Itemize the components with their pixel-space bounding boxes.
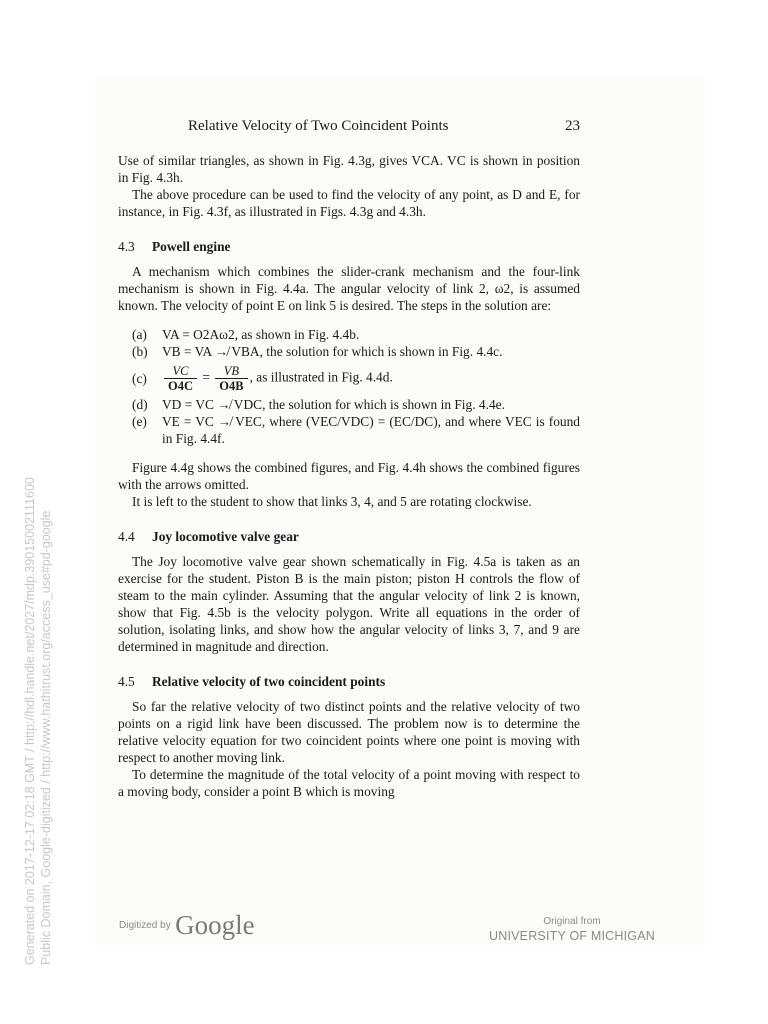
- step-a: [118, 326, 580, 343]
- step-d: [118, 396, 580, 413]
- section-title: Joy locomotive valve gear: [152, 529, 299, 544]
- digitized-by-label: Digitized by: [119, 920, 171, 931]
- section-number: 4.3: [118, 239, 135, 254]
- page-text: [118, 118, 580, 800]
- step-e: [118, 413, 580, 447]
- step-label: (e): [132, 414, 147, 429]
- section-heading-4-4: [118, 528, 580, 545]
- step-label: (a): [132, 327, 147, 342]
- section-title: Powell engine: [152, 239, 231, 254]
- digitized-by-google: [119, 910, 255, 941]
- step-text: VB = VA ↛ VBA, the solution for which is shown in Fig. 4.4c.: [162, 344, 503, 359]
- hathitrust-watermark: [22, 385, 54, 965]
- google-logo: Google: [175, 910, 255, 940]
- coincident-paragraph-2: To determine the magnitude of the total velocity of a point moving with respect to a moving body, consider a point B which is moving: [118, 767, 580, 799]
- step-text: , as illustrated in Fig. 4.4d.: [249, 369, 393, 385]
- step-text: VE = VC ↛ VEC, where (VEC/VDC) = (EC/DC), and where VEC is found in Fig. 4.4f.: [162, 414, 580, 446]
- step-label: (c): [132, 370, 147, 386]
- page-number: 23: [565, 118, 580, 134]
- step-label: (b): [132, 344, 148, 359]
- running-title: Relative Velocity of Two Coincident Points: [188, 118, 449, 134]
- fraction-vb-o4b: [215, 364, 247, 393]
- section-heading-4-5: [118, 673, 580, 690]
- step-b: [118, 343, 580, 360]
- coincident-paragraph-1: So far the relative velocity of two distinct points and the relative velocity of two points on a rigid link have been discussed. The problem now is to determine the relative velocity equation for two coincident points where one point is moving with respect to another moving link.: [118, 699, 580, 765]
- step-equation: [162, 364, 580, 393]
- intro-paragraph-1: Use of similar triangles, as shown in Fig. 4.3g, gives VCA. VC is shown in position in Fig. 4.3h.: [118, 153, 580, 185]
- watermark-line-1: Generated on 2017-12-17 02:18 GMT / http://hdl.handle.net/2027/mdp.39015002111600: [23, 477, 37, 965]
- step-text: VD = VC ↛ VDC, the solution for which is shown in Fig. 4.4e.: [162, 397, 505, 412]
- step-text: VA = O2Aω2, as shown in Fig. 4.4b.: [162, 327, 360, 342]
- joy-paragraph-1: The Joy locomotive valve gear shown schematically in Fig. 4.5a is taken as an exercise for the student. Piston B is the main piston; piston H controls the flow of steam to the main cylinder. Assuming that the angular velocity of link 2 is known, show that Fig. 4.5b is the velocity polygon. Write all equations in the order of solution, isolating links, and show how the angular velocity of links 3, 7, and 9 are determined in magnitude and direction.: [118, 554, 580, 654]
- fraction-vc-o4c: [164, 364, 197, 393]
- solution-steps: [118, 326, 580, 447]
- denominator: O4C: [168, 378, 193, 393]
- powell-paragraph-2: Figure 4.4g shows the combined figures, and Fig. 4.4h shows the combined figures with the arrows omitted.: [118, 460, 580, 492]
- section-heading-4-3: [118, 238, 580, 255]
- section-number: 4.5: [118, 674, 135, 689]
- original-from-label: Original from: [543, 916, 601, 927]
- equals-sign: =: [202, 369, 210, 385]
- running-header: [118, 118, 580, 142]
- section-title: Relative velocity of two coincident points: [152, 674, 386, 689]
- step-label: (d): [132, 397, 148, 412]
- original-from-credit: [489, 916, 655, 944]
- powell-paragraph-3: It is left to the student to show that links 3, 4, and 5 are rotating clockwise.: [132, 494, 532, 509]
- numerator: VC: [164, 364, 197, 379]
- watermark-line-2: Public Domain, Google-digitized / http://www.hathitrust.org/access_use#pd-google: [39, 510, 53, 965]
- powell-paragraph-1: A mechanism which combines the slider-crank mechanism and the four-link mechanism is shown in Fig. 4.4a. The angular velocity of link 2, ω2, is assumed known. The velocity of point E on link 5 is desired. The steps in the solution are:: [118, 264, 580, 313]
- institution-name: UNIVERSITY OF MICHIGAN: [489, 929, 655, 943]
- section-number: 4.4: [118, 529, 135, 544]
- denominator: O4B: [219, 378, 244, 393]
- numerator: VB: [215, 364, 247, 379]
- step-c: [118, 360, 580, 396]
- intro-paragraph-2: The above procedure can be used to find the velocity of any point, as D and E, for instance, in Fig. 4.3f, as illustrated in Figs. 4.3g and 4.3h.: [118, 187, 580, 219]
